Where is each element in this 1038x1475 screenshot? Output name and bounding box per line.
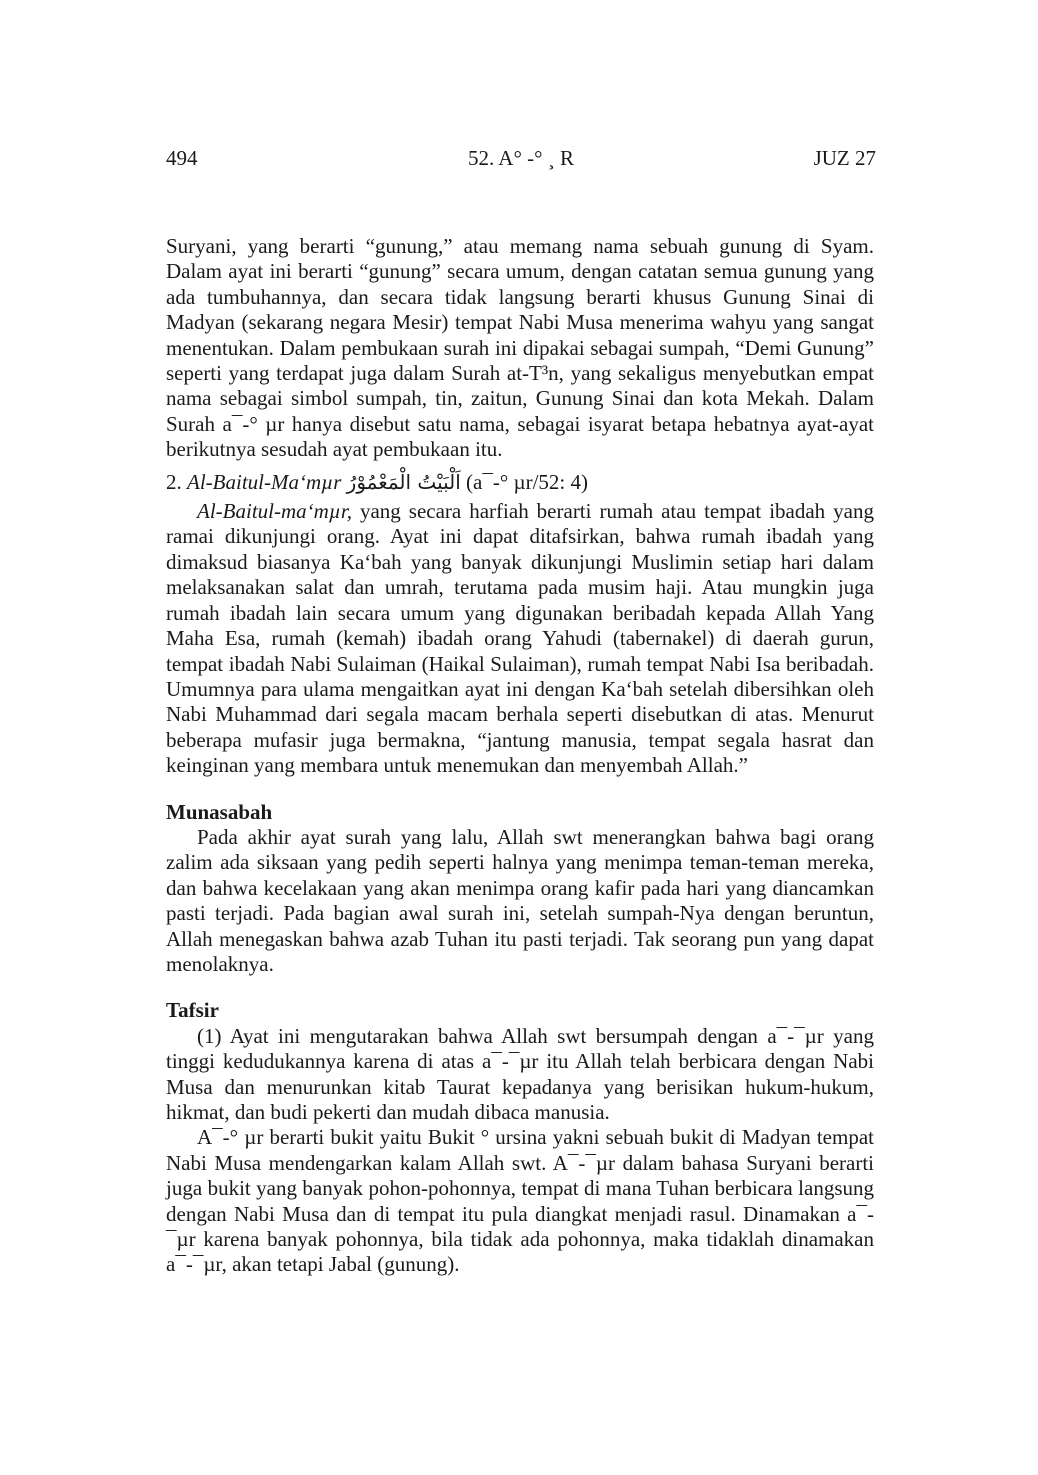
- tafsir-paragraph-1: (1) Ayat ini mengutarakan bahwa Allah swt bersumpah dengan a¯-¯µr yang tinggi kedudukannya karena di atas a¯-¯µr itu Allah telah berbicara dengan Nabi Musa dan menurunkan kitab Taurat kepadanya yang berisikan hukum-hukum, hikmat, dan budi pekerti dan mudah dibaca manusia.: [166, 1023, 874, 1124]
- page-body: [166, 234, 874, 1278]
- page-number: 494: [166, 146, 198, 170]
- munasabah-heading: Munasabah: [166, 799, 273, 824]
- arabic-text: اَلْبَيْتُ الْمَعْمُوْرُ: [346, 469, 461, 494]
- paragraph-baitul-mamur: [166, 499, 874, 778]
- surah-title: 52. A° -° ¸ R: [467, 146, 575, 170]
- verse-reference: (a¯-° µr/52: 4): [466, 469, 589, 494]
- running-header: [166, 145, 876, 171]
- munasabah-paragraph: Pada akhir ayat surah yang lalu, Allah swt menerangkan bahwa bagi orang zalim ada siksaan yang pedih seperti halnya yang menimpa teman-teman mereka, dan bahwa kecelakaan yang akan menimpa orang kafir pada hari yang diancamkan pasti terjadi. Pada bagian awal surah ini, setelah sumpah-Nya dengan beruntun, Allah menegaskan bahwa azab Tuhan itu pasti terjadi. Tak seorang pun yang dapat menolaknya.: [166, 824, 874, 976]
- numbered-item-2: [166, 470, 874, 495]
- item-term: Al-Baitul-Ma‘mµr: [187, 469, 342, 494]
- juz-label: JUZ 27: [813, 146, 876, 170]
- paragraph-continued: Suryani, yang berarti “gunung,” atau memang nama sebuah gunung di Syam. Dalam ayat ini berarti “gunung” secara umum, dengan catatan semua gunung yang ada tumbuhannya, dan secara tidak langsung berarti khusus Gunung Sinai di Madyan (sekarang negara Mesir) tempat Nabi Musa menerima wahyu yang sangat menentukan. Dalam pembukaan surah ini dipakai sebagai sumpah, “Demi Gunung” seperti yang terdapat juga dalam Surah at-T³n, yang sekaligus menyebutkan empat nama sebagai simbol sumpah, tin, zaitun, Gunung Sinai dan kota Mekah. Dalam Surah a¯-° µr hanya disebut satu nama, sebagai isyarat betapa hebatnya ayat-ayat berikutnya sesudah ayat pembukaan itu.: [166, 234, 874, 462]
- item-number: 2.: [166, 469, 182, 494]
- tafsir-paragraph-2: A¯-° µr berarti bukit yaitu Bukit ° ursina yakni sebuah bukit di Madyan tempat Nabi Musa mendengarkan kalam Allah swt. A¯-¯µr dalam bahasa Suryani berarti juga bukit yang banyak pohon-pohonnya, tempat di mana Tuhan berbicara langsung dengan Nabi Musa dan di tempat itu pula diangkat menjadi rasul. Dinamakan a¯-¯µr karena banyak pohonnya, bila tidak ada pohonnya, maka tidaklah dinamakan a¯-¯µr, akan tetapi Jabal (gunung).: [166, 1125, 874, 1277]
- term-italic: Al-Baitul-ma‘mµr,: [197, 499, 352, 524]
- tafsir-heading: Tafsir: [166, 998, 219, 1023]
- paragraph-text: yang secara harfiah berarti rumah atau tempat ibadah yang ramai dikunjungi orang. Ayat ini dapat ditafsirkan, bahwa rumah ibadah yang dimaksud biasanya Ka‘bah yang banyak dikunjungi Muslimin setiap hari dalam melaksanakan salat dan umrah, terutama pada musim haji. Atau mungkin juga rumah ibadah lain secara umum yang digunakan beribadah kepada Allah Yang Maha Esa, rumah (kemah) ibadah orang Yahudi (tabernakel) di daerah gurun, tempat ibadah Nabi Sulaiman (Haikal Sulaiman), rumah tempat Nabi Isa beribadah. Umumnya para ulama mengaitkan ayat ini dengan Ka‘bah setelah dibersihkan oleh Nabi Muhammad dari segala macam berhala seperti disebutkan di atas. Menurut beberapa mufasir juga bermakna, “jantung manusia, tempat segala hasrat dan keinginan yang membara untuk menemukan dan menyembah Allah.”: [166, 499, 874, 778]
